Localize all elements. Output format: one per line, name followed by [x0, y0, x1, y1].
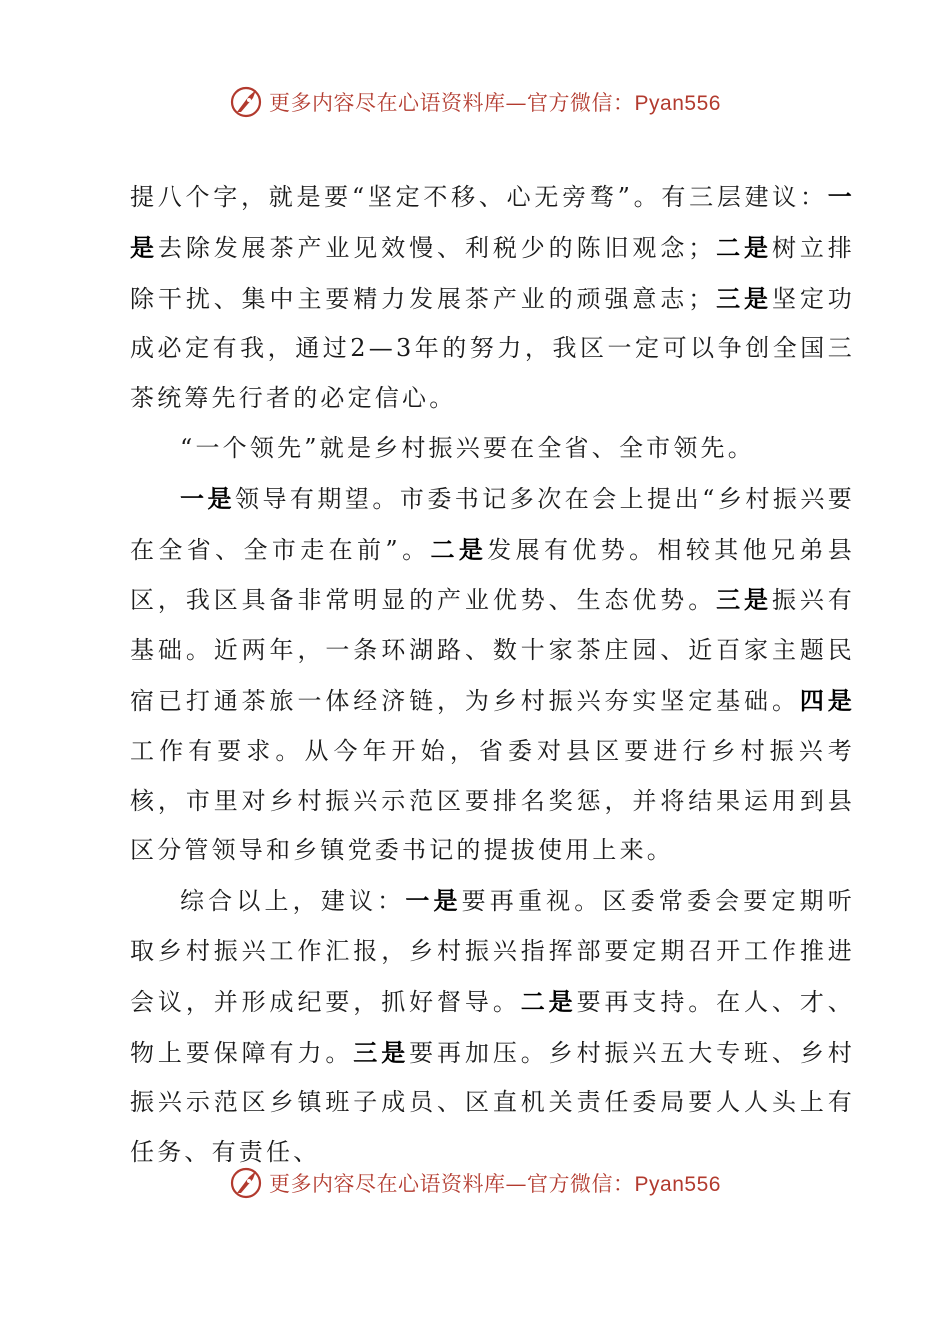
footer-banner-text: 更多内容尽在心语资料库—官方微信：Pyan556 — [269, 1172, 721, 1196]
header-banner-text: 更多内容尽在心语资料库—官方微信：Pyan556 — [269, 91, 721, 115]
text-run: 去除发展茶产业见效慢、利税少的陈旧观念； — [157, 233, 716, 262]
text-run: 要再支持。在人、才、物上要保障有力。 — [130, 987, 855, 1067]
text-run: 树立排除干扰、集中主要精力发展茶产业的顽强意志； — [130, 233, 856, 313]
text-run: 要再重视。区委常委会要定期听取乡村振兴工作汇报，乡村振兴指挥部要定期召开工作推进会议，并形成纪要，抓好督导。 — [130, 887, 855, 1016]
text-run: 发展有优势。相较其他兄弟县区，我区具备非常明显的产业优势、生态优势。 — [130, 535, 856, 615]
paragraph — [130, 474, 855, 876]
bold-enumerator: 三是 — [353, 1037, 410, 1067]
text-run: 工作有要求。从今年开始，省委对县区要进行乡村振兴考核，市里对乡村振兴示范区要排名奖惩，并将结果运用到县区分管领导和乡镇党委书记的提拔使用上来。 — [130, 736, 855, 865]
pen-nib-logo-icon — [229, 1165, 265, 1201]
paragraph — [130, 424, 855, 474]
wechat-id: Pyan556 — [634, 92, 721, 115]
text-run: 要再加压。乡村振兴五大专班、乡村振兴示范区乡镇班子成员、区直机关责任委局要人人头上有任务、有责任、 — [130, 1038, 855, 1167]
text-run: 综合以上，建议： — [180, 887, 406, 916]
bold-enumerator: 一是 — [180, 483, 235, 513]
bold-enumerator: 一是 — [130, 182, 855, 262]
paragraph — [130, 876, 855, 1178]
text-run: 领导有期望。市委书记多次在会上提出“乡村振兴要在全省、全市走在前”。 — [130, 484, 855, 564]
footer-banner — [0, 1163, 950, 1203]
text-run: 提八个字，就是要“坚定不移、心无旁骛”。有三层建议： — [130, 183, 828, 211]
pen-nib-logo-icon — [229, 84, 265, 120]
header-banner — [0, 82, 950, 122]
bold-enumerator: 四是 — [799, 685, 855, 715]
paragraph — [130, 172, 855, 424]
text-run: “一个领先”就是乡村振兴要在全省、全市领先。 — [180, 433, 755, 462]
text-run: 坚定功成必定有我，通过2—3年的努力，我区一定可以争创全国三茶统筹先行者的必定信心。 — [130, 284, 856, 413]
bold-enumerator: 二是 — [715, 232, 772, 262]
bold-enumerator: 一是 — [405, 886, 462, 916]
wechat-id: Pyan556 — [634, 1173, 721, 1196]
bold-enumerator: 二是 — [430, 534, 488, 564]
bold-enumerator: 三是 — [716, 585, 772, 615]
bold-enumerator: 三是 — [715, 283, 772, 313]
document-body — [130, 172, 855, 1178]
text-run: 振兴有基础。近两年，一条环湖路、数十家茶庄园、近百家主题民宿已打通茶旅一体经济链，为乡村振兴夯实坚定基础。 — [130, 586, 855, 715]
bold-enumerator: 二是 — [520, 986, 577, 1016]
